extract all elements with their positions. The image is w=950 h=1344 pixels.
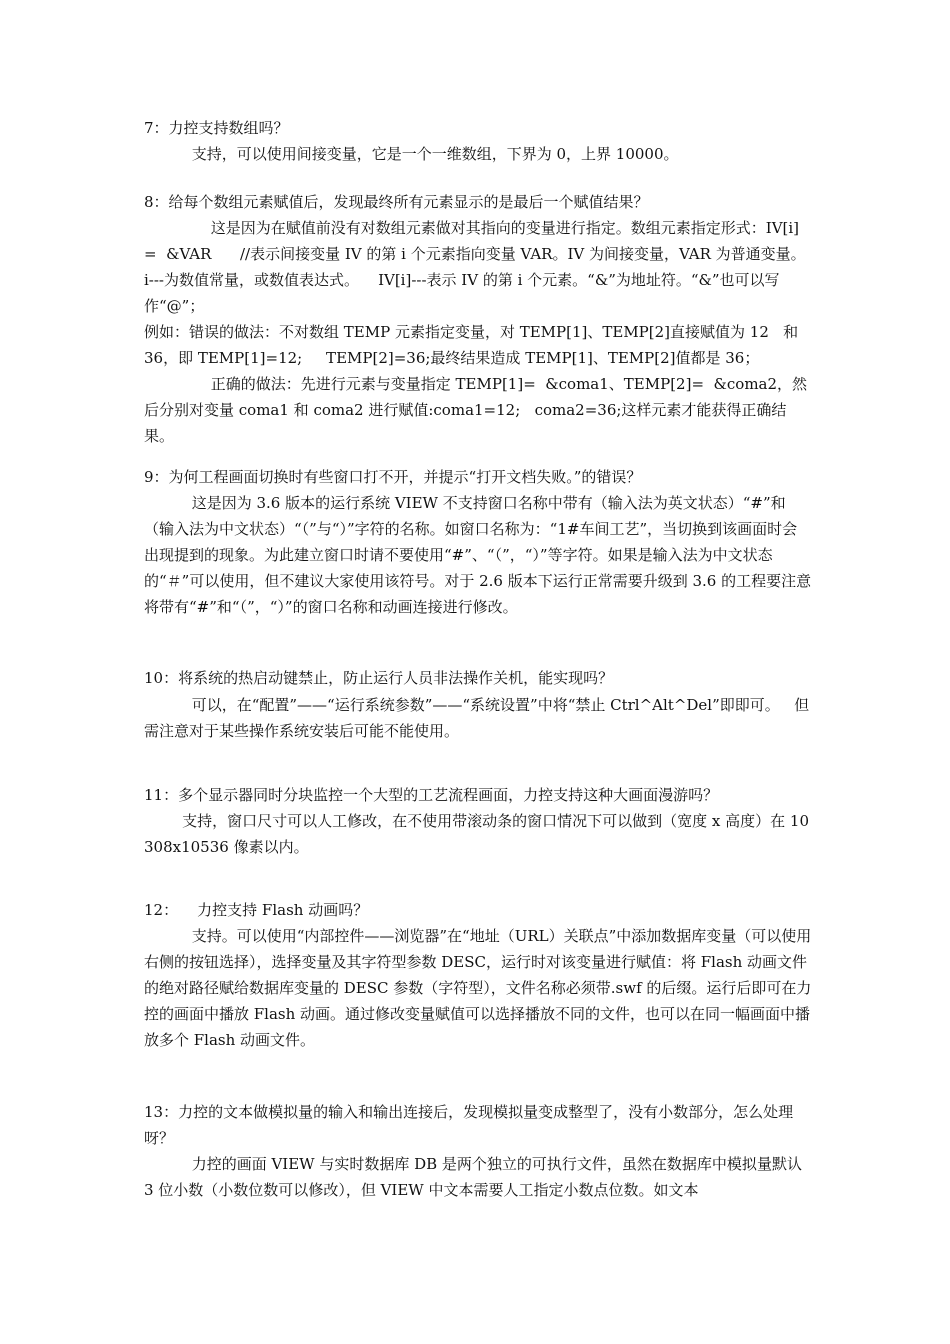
question-7: 7：力控支持数组吗？: [144, 119, 289, 137]
question-12: 12： 力控支持 Flash 动画吗？: [144, 901, 369, 919]
question-10: 10：将系统的热启动键禁止，防止运行人员非法操作关机，能实现吗？: [144, 669, 614, 687]
answer-10: 可以，在“配置”——“运行系统参数”——“系统设置”中将“禁止 Ctrl^Alt^Del”即即可。 但需注意对于某些操作系统安装后可能不能使用。: [144, 696, 810, 740]
answer-7: 支持，可以使用间接变量，它是一个一维数组，下界为 0，上界 10000。: [144, 145, 679, 163]
question-8: 8：给每个数组元素赋值后，发现最终所有元素显示的是最后一个赋值结果？: [144, 193, 649, 211]
answer-8: 这是因为在赋值前没有对数组元素做对其指向的变量进行指定。数组元素指定形式：IV[i] = &VAR //表示间接变量 IV 的第 i 个元素指向变量 VAR。IV 为间接变量，VAR 为普通变量。 i---为数值常量，或数值表达式。 IV[i]---表示 IV 的第 i 个元素。“&”为地址符。“&”也可以写作“@”； 例如：错误的做法：不对数组 TEMP 元素指定变量，对 TEMP[1]、TEMP[2]直接赋值为 12 和 36，即 TEMP[1]=12; TEMP[2]=36;最终结果造成 TEMP[1]、TEMP[2]值都是 36； 正确的做法：先进行元素与变量指定 TEMP[1]= &coma1、TEMP[2]= &coma2，然后分别对变量 coma1 和 coma2 进行赋值:coma1=12; coma2=36;这样元素才能获得正确结果。: [144, 219, 808, 445]
answer-12: 支持。可以使用“内部控件——浏览器”在“地址（URL）关联点”中添加数据库变量（可以使用右侧的按钮选择），选择变量及其字符型参数 DESC，运行时对该变量进行赋值：将 Flash 动画文件的绝对路径赋给数据库变量的 DESC 参数（字符型），文件名称必须带.swf 的后缀。运行后即可在力控的画面中播放 Flash 动画。通过修改变量赋值可以选择播放不同的文件，也可以在同一幅画面中播放多个 Flash 动画文件。: [144, 927, 812, 1049]
question-9: 9：为何工程画面切换时有些窗口打不开，并提示“打开文档失败。”的错误？: [144, 468, 642, 486]
answer-9: 这是因为 3.6 版本的运行系统 VIEW 不支持窗口名称中带有（输入法为英文状态）“#”和（输入法为中文状态）“（”与“）”字符的名称。如窗口名称为：“1#车间工艺”，当切换到该画面时会出现提到的现象。为此建立窗口时请不要使用“#”、“（”，“）”等字符。如果是输入法为中文状态的“＃”可以使用，但不建议大家使用该符号。对于 2.6 版本下运行正常需要升级到 3.6 的工程要注意将带有“#”和“（”，“）”的窗口名称和动画连接进行修改。: [144, 494, 812, 616]
question-13: 13：力控的文本做模拟量的输入和输出连接后，发现模拟量变成整型了，没有小数部分，怎么处理呀？: [144, 1103, 794, 1147]
answer-13: 力控的画面 VIEW 与实时数据库 DB 是两个独立的可执行文件，虽然在数据库中模拟量默认 3 位小数（小数位数可以修改），但 VIEW 中文本需要人工指定小数点位数。如文本: [144, 1155, 807, 1199]
answer-11: 支持，窗口尺寸可以人工修改，在不使用带滚动条的窗口情况下可以做到（宽度 x 高度）在 10308x10536 像素以内。: [144, 812, 810, 856]
question-11: 11：多个显示器同时分块监控一个大型的工艺流程画面，力控支持这种大画面漫游吗？: [144, 786, 719, 804]
